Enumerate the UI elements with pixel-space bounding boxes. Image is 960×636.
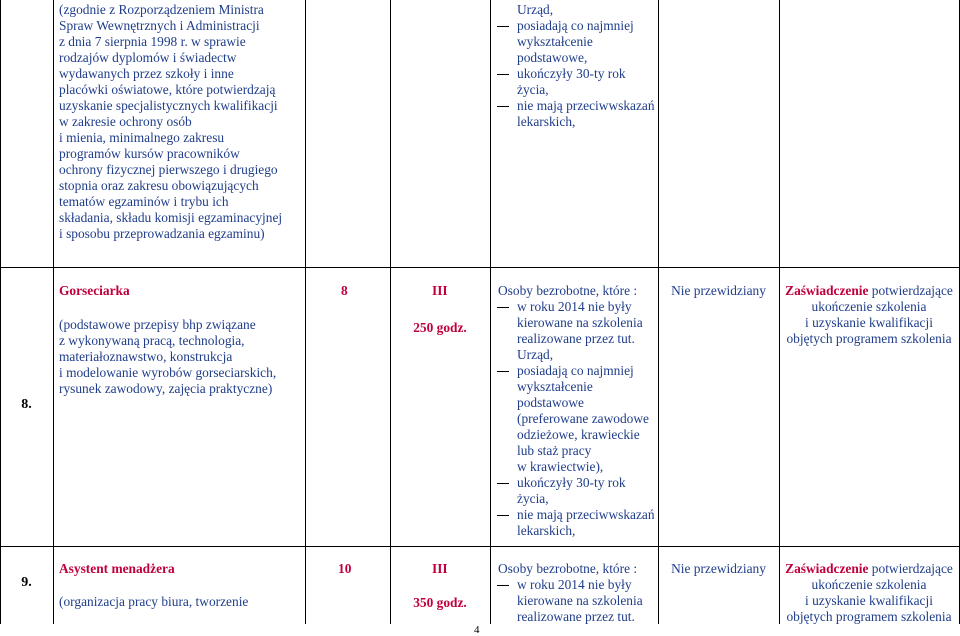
- course-description: (podstawowe przepisy bhp związane z wykonywaną pracą, technologia, materiałoznawstwo, konstrukcja i modelowanie wyrobów gorseciarskich, rysunek zawodowy, zajęcia praktyczne): [59, 317, 277, 396]
- table-border: [490, 0, 491, 624]
- level: III: [432, 561, 448, 576]
- table-border: [53, 0, 54, 624]
- certificate: Zaświadczenie potwierdzające ukończenie szkolenia i uzyskanie kwalifikacji objętych programem szkolenia: [785, 283, 953, 346]
- course-description: (organizacja pracy biura, tworzenie: [59, 594, 249, 609]
- certificate-bold: Zaświadczenie: [785, 283, 869, 298]
- participant-conditions: Osoby bezrobotne, które : w roku 2014 nie były kierowane na szkolenia realizowane przez tut.: [498, 561, 643, 624]
- table-border: [658, 0, 659, 624]
- course-title: [59, 561, 303, 577]
- course-title-text: Asystent menadżera: [59, 561, 175, 576]
- course-title: [59, 283, 303, 299]
- participant-conditions: Osoby bezrobotne, które : w roku 2014 nie były kierowane na szkolenia realizowane przez tut. Urząd, posiadają co najmniej wykształcenie podstawowe (preferowane zawodowe odzieżowe, krawieckie lub staż pracy w krawiectwie), ukończyły 30-ty rok życia, nie mają przeciwwskazań lekarskich,: [498, 283, 655, 538]
- course-description: (zgodnie z Rozporządzeniem Ministra Spraw Wewnętrznych i Administracji z dnia 7 sierpnia 1998 r. w sprawie rodzajów dyplomów i świadectw wydawanych przez szkoły i inne placówki oświatowe, które potwierdzają uzyskanie specjalistycznych kwalifikacji w zakresie ochrony osób i mienia, minimalnego zakresu programów kursów pracowników ochrony fizycznej pierwszego i drugiego stopnia oraz zakresu obowiązujących tematów egzaminów i trybu ich składania, składu komisji egzaminacyjnej i sposobu przeprowadzania egzaminu): [59, 2, 283, 241]
- course-title-text: Gorseciarka: [59, 283, 130, 298]
- exclusions: Nie przewidziany: [671, 283, 766, 298]
- participants-count: 10: [338, 561, 352, 576]
- row-number: 9.: [21, 575, 32, 590]
- certificate-bold: Zaświadczenie: [785, 561, 869, 576]
- page-number: 4: [474, 624, 480, 636]
- certificate: Zaświadczenie potwierdzające ukończenie szkolenia i uzyskanie kwalifikacji objętych programem szkolenia: [785, 561, 953, 624]
- participants-count: 8: [341, 283, 348, 298]
- exclusions: Nie przewidziany: [671, 561, 766, 576]
- table-border: [390, 0, 391, 624]
- table-border: [305, 0, 306, 624]
- hours: 350 godz.: [413, 595, 467, 610]
- row-divider: [0, 267, 960, 268]
- level: III: [432, 283, 448, 298]
- participant-conditions: Urząd, posiadają co najmniej wykształcenie podstawowe, ukończyły 30-ty rok życia, nie mają przeciwwskazań lekarskich,: [497, 2, 657, 130]
- table-border: [0, 0, 1, 624]
- row-divider: [0, 546, 960, 547]
- row-number: 8.: [21, 397, 32, 412]
- hours: 250 godz.: [413, 320, 467, 335]
